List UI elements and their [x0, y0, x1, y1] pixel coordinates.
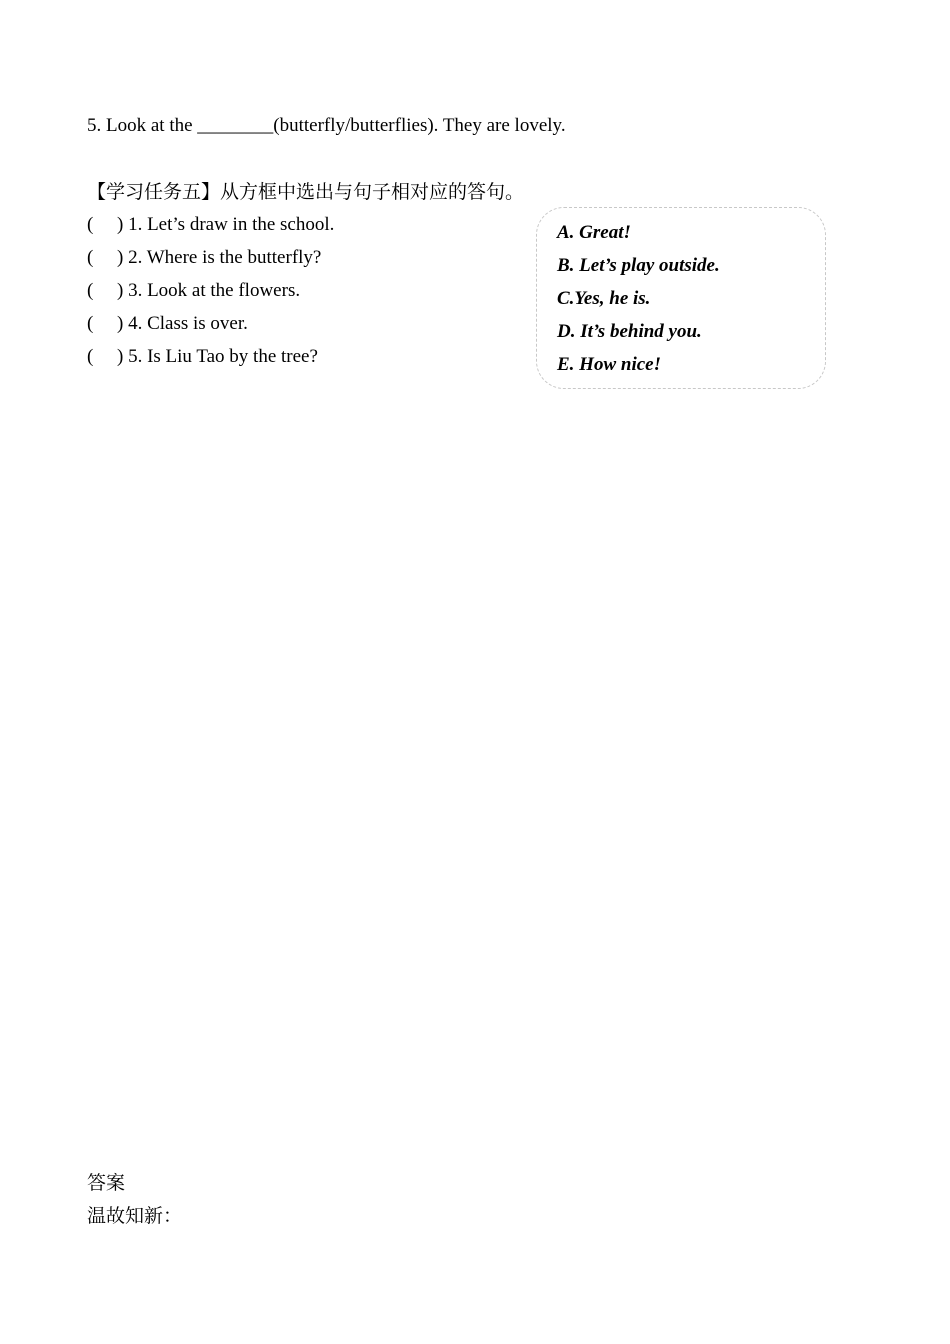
- question-text: ) 4. Class is over.: [117, 313, 248, 334]
- option-e: E. How nice!: [557, 354, 661, 375]
- review-label: 温故知新：: [87, 1206, 183, 1227]
- option-a: A. Great!: [557, 222, 631, 243]
- task-five-heading: 【学习任务五】从方框中选出与句子相对应的答句。: [87, 182, 525, 203]
- question-item: [87, 312, 248, 336]
- question-text: ) 2. Where is the butterfly?: [117, 247, 322, 268]
- question-item: [87, 279, 300, 303]
- answer-blank-paren[interactable]: (: [87, 313, 94, 334]
- question-text: ) 1. Let’s draw in the school.: [117, 214, 335, 235]
- answer-blank-paren[interactable]: (: [87, 280, 94, 301]
- answers-title: 答案: [87, 1173, 126, 1194]
- answer-blank-paren[interactable]: (: [87, 247, 94, 268]
- option-d: D. It’s behind you.: [557, 321, 702, 342]
- prev-item-5: 5. Look at the ________(butterfly/butterflies). They are lovely.: [87, 115, 566, 136]
- question-item: [87, 345, 318, 369]
- question-item: [87, 246, 321, 270]
- answer-blank-paren[interactable]: (: [87, 214, 94, 235]
- answer-blank-paren[interactable]: (: [87, 346, 94, 367]
- option-b: B. Let’s play outside.: [557, 255, 720, 276]
- question-item: [87, 213, 334, 237]
- question-text: ) 3. Look at the flowers.: [117, 280, 301, 301]
- option-c: C.Yes, he is.: [557, 288, 651, 309]
- question-text: ) 5. Is Liu Tao by the tree?: [117, 346, 318, 367]
- answer-options-box: [536, 207, 826, 389]
